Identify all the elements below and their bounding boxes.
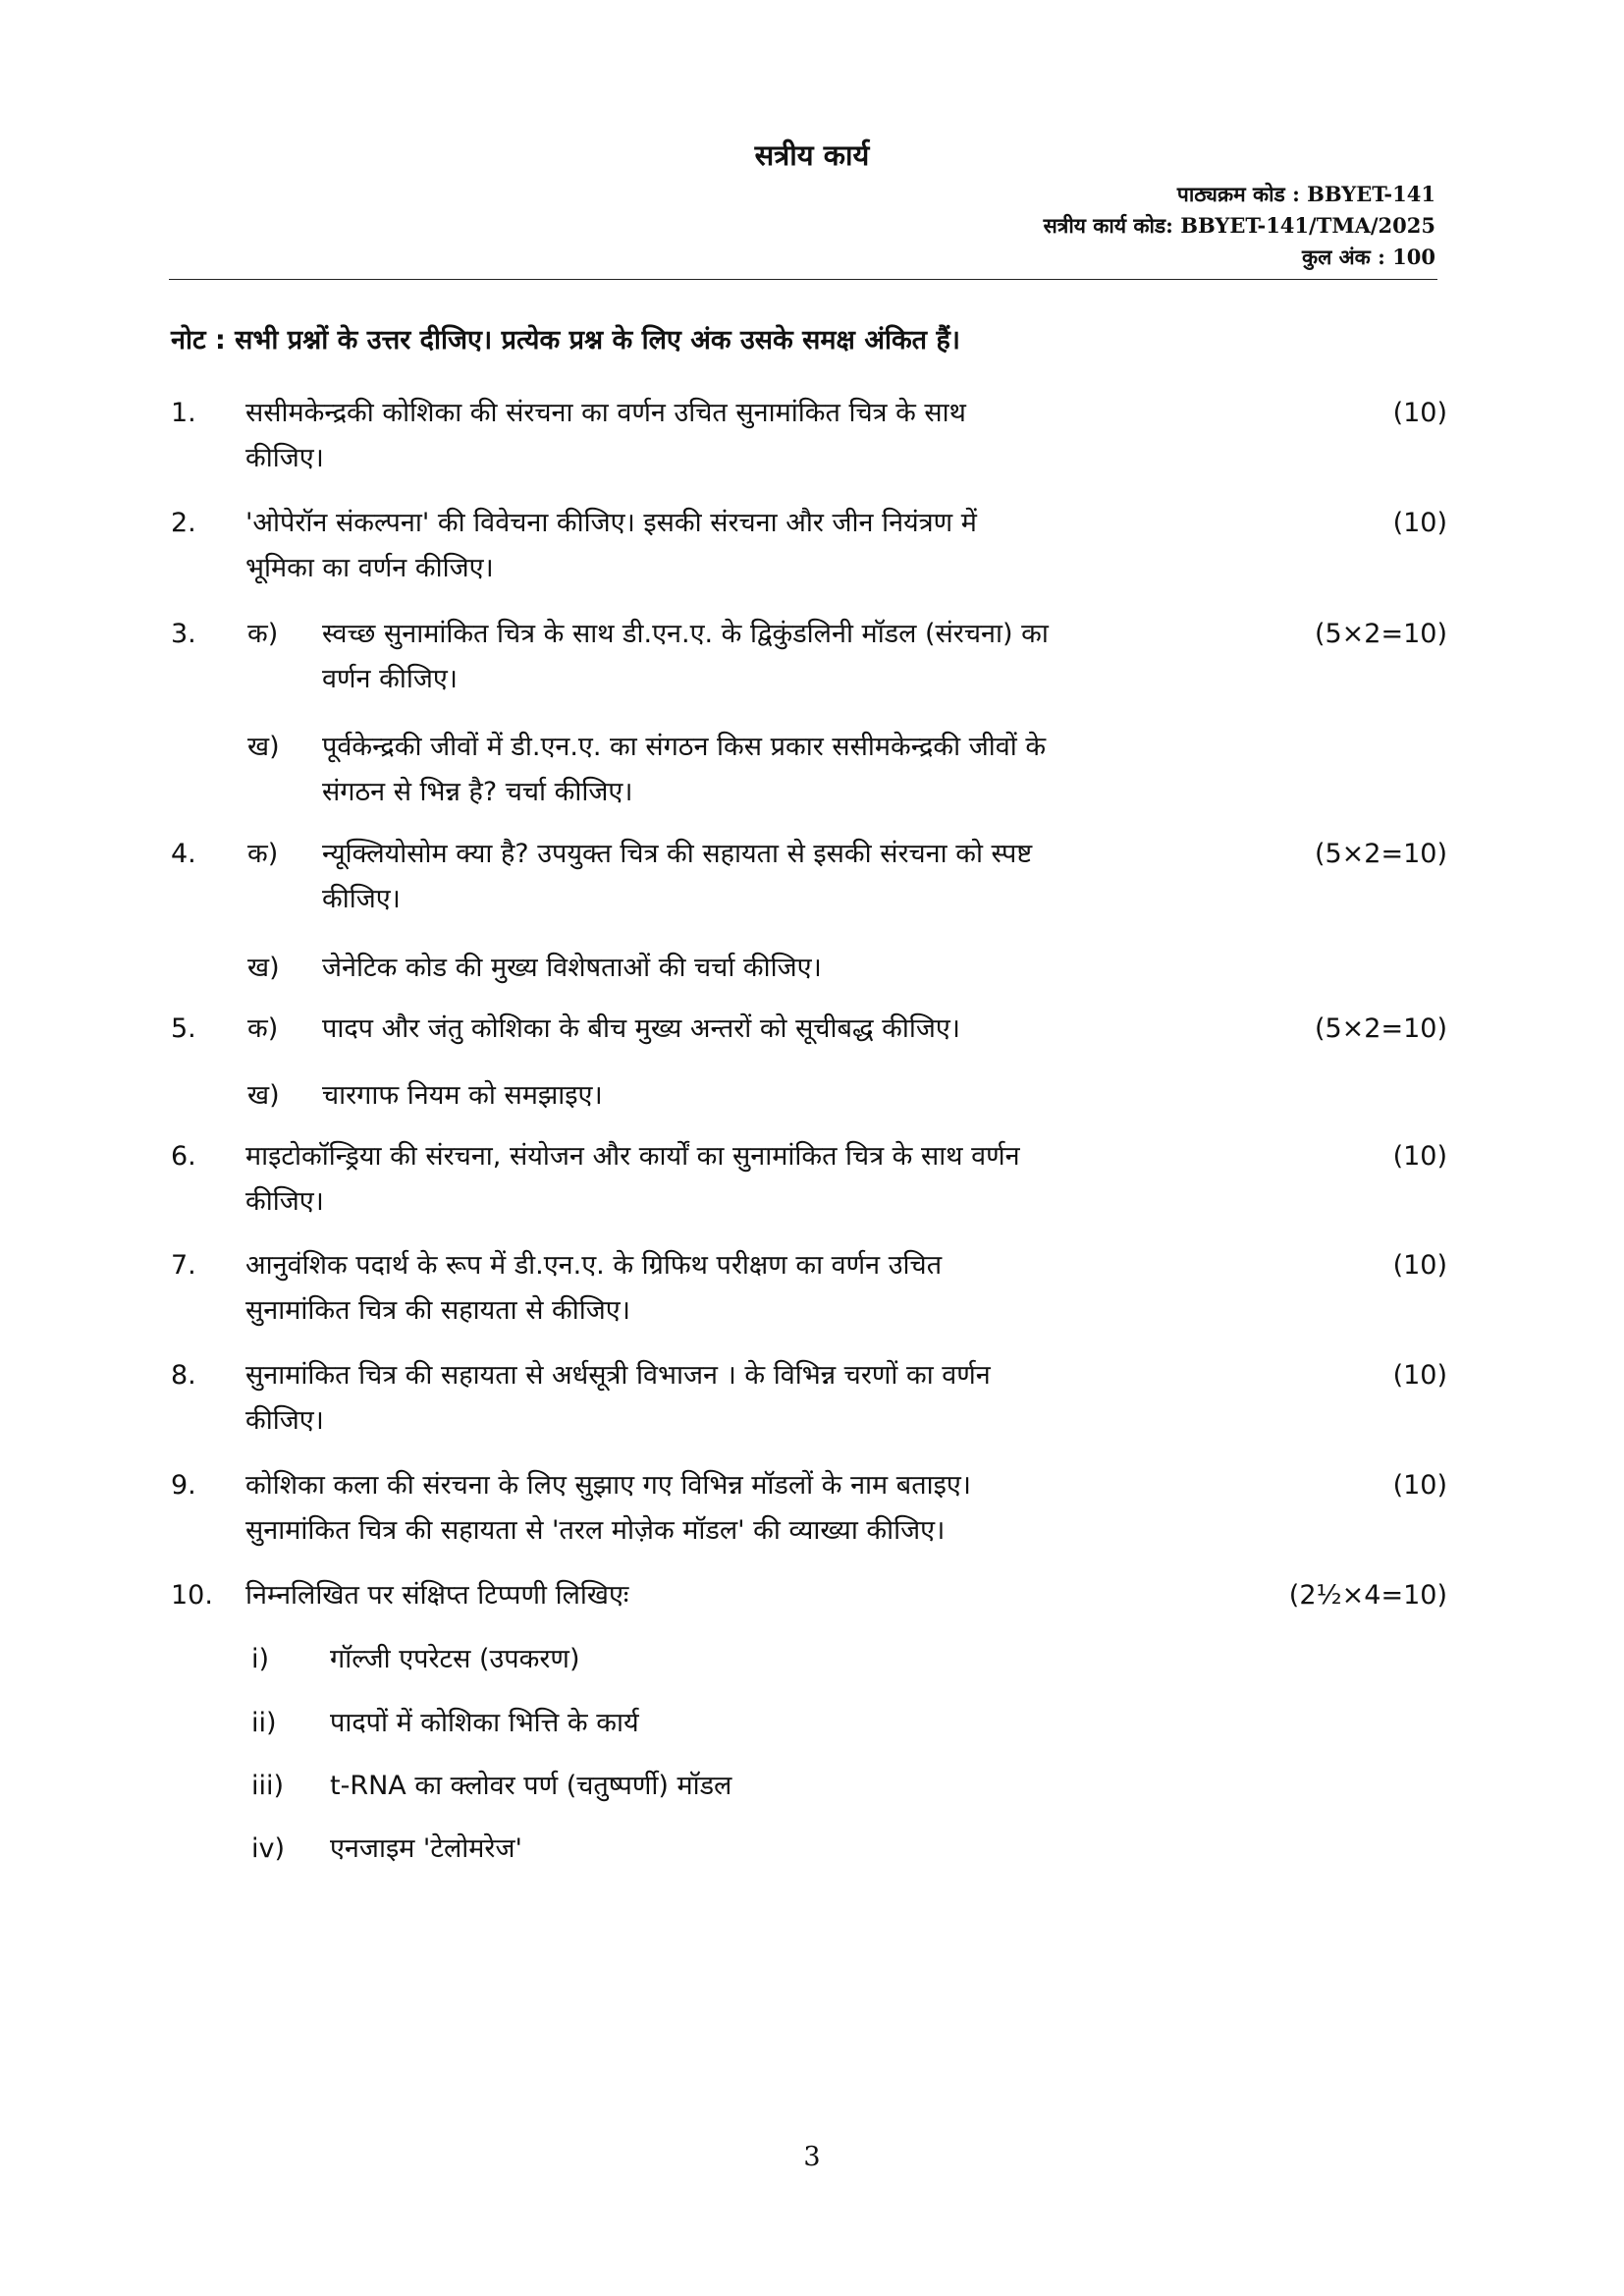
question-number: 10.	[171, 1580, 213, 1611]
question-marks: (10)	[1392, 1360, 1447, 1391]
question-number: 8.	[171, 1360, 196, 1391]
list-item-label: i)	[251, 1644, 270, 1674]
question-text-line: आनुवंशिक पदार्थ के रूप में डी.एन.ए. के ग्रिफिथ परीक्षण का वर्णन उचित	[245, 1250, 943, 1281]
subpart-label: क)	[247, 839, 279, 869]
list-item-text: पादपों में कोशिका भित्ति के कार्य	[330, 1708, 639, 1738]
list-item-text: गॉल्जी एपरेटस (उपकरण)	[330, 1644, 580, 1674]
question-6	[171, 1134, 1447, 1225]
course-code: पाठ्यक्रम कोड : BBYET-141	[1176, 182, 1435, 206]
question-number: 9.	[171, 1470, 196, 1501]
course-codes-block	[1044, 179, 1435, 273]
question-number: 1.	[171, 398, 196, 428]
question-number: 4.	[171, 839, 196, 869]
question-marks: (10)	[1392, 1250, 1447, 1281]
question-marks: (10)	[1392, 398, 1447, 428]
question-text-line: 'ओपेरॉन संकल्पना' की विवेचना कीजिए। इसकी संरचना और जीन नियंत्रण में	[245, 508, 977, 538]
list-item-label: iv)	[251, 1833, 286, 1864]
question-10	[171, 1573, 1447, 1868]
question-marks: (5×2=10)	[1314, 1013, 1447, 1044]
question-number: 3.	[171, 619, 196, 649]
subpart-text-line: कीजिए।	[322, 884, 401, 914]
list-item-label: ii)	[251, 1708, 277, 1738]
question-text-line: भूमिका का वर्णन कीजिए।	[245, 553, 494, 583]
subpart-label: ख)	[247, 1080, 280, 1111]
question-text-line: सुनामांकित चित्र की सहायता से कीजिए।	[245, 1295, 630, 1326]
question-marks: (5×2=10)	[1314, 839, 1447, 869]
question-text-line: सुनामांकित चित्र की सहायता से 'तरल मोज़ेक मॉडल' की व्याख्या कीजिए।	[245, 1515, 946, 1546]
question-3	[171, 612, 1447, 818]
question-text-line: सुनामांकित चित्र की सहायता से अर्धसूत्री विभाजन । के विभिन्न चरणों का वर्णन	[245, 1360, 991, 1391]
question-text-line: कीजिए।	[245, 443, 324, 473]
instructions-note: नोट : सभी प्रश्नों के उत्तर दीजिए। प्रत्येक प्रश्न के लिए अंक उसके समक्ष अंकित हैं।	[171, 325, 961, 355]
page-number: 3	[803, 2142, 821, 2172]
list-item-label: iii)	[251, 1771, 285, 1801]
page-title: सत्रीय कार्य	[754, 138, 870, 172]
question-marks: (10)	[1392, 1470, 1447, 1501]
subpart-text-line: न्यूक्लियोसोम क्या है? उपयुक्त चित्र की सहायता से इसकी संरचना को स्पष्ट	[322, 839, 1033, 869]
subpart-label: ख)	[247, 953, 280, 983]
question-number: 6.	[171, 1141, 196, 1172]
list-item-text: एनजाइम 'टेलोमरेज'	[330, 1833, 522, 1864]
question-marks: (10)	[1392, 1141, 1447, 1172]
question-9	[171, 1463, 1447, 1554]
question-2	[171, 501, 1447, 591]
question-text-line: ससीमकेन्द्रकी कोशिका की संरचना का वर्णन उचित सुनामांकित चित्र के साथ	[245, 398, 966, 428]
question-number: 7.	[171, 1250, 196, 1281]
header-divider	[169, 279, 1437, 280]
question-8	[171, 1353, 1447, 1444]
question-marks: (10)	[1392, 508, 1447, 538]
question-1	[171, 391, 1447, 481]
subpart-text-line: पादप और जंतु कोशिका के बीच मुख्य अन्तरों को सूचीबद्ध कीजिए।	[322, 1013, 961, 1044]
assignment-code: सत्रीय कार्य कोड: BBYET-141/TMA/2025	[1043, 213, 1435, 238]
question-number: 2.	[171, 508, 196, 538]
subpart-text-line: संगठन से भिन्न है? चर्चा कीजिए।	[322, 777, 633, 807]
subpart-text-line: चारगाफ नियम को समझाइए।	[322, 1080, 603, 1111]
question-text-line: माइटोकॉन्ड्रिया की संरचना, संयोजन और कार्यों का सुनामांकित चित्र के साथ वर्णन	[245, 1141, 1020, 1172]
question-text-line: कीजिए।	[245, 1186, 324, 1217]
question-text-line: कीजिए।	[245, 1405, 324, 1436]
total-marks: कुल अंक : 100	[1301, 245, 1435, 269]
question-5	[171, 1007, 1447, 1124]
subpart-label: क)	[247, 619, 279, 649]
subpart-text-line: जेनेटिक कोड की मुख्य विशेषताओं की चर्चा कीजिए।	[322, 953, 822, 983]
list-item-text: t-RNA का क्लोवर पर्ण (चतुष्पर्णी) मॉडल	[330, 1771, 732, 1801]
question-4	[171, 832, 1447, 994]
question-number: 5.	[171, 1013, 196, 1044]
question-marks: (2½×4=10)	[1288, 1580, 1447, 1611]
question-7	[171, 1243, 1447, 1334]
subpart-label: ख)	[247, 732, 280, 762]
subpart-text-line: पूर्वकेन्द्रकी जीवों में डी.एन.ए. का संगठन किस प्रकार ससीमकेन्द्रकी जीवों के	[322, 732, 1047, 762]
question-text-line: कोशिका कला की संरचना के लिए सुझाए गए विभिन्न मॉडलों के नाम बताइए।	[245, 1470, 972, 1501]
subpart-text-line: वर्णन कीजिए।	[322, 664, 459, 694]
question-marks: (5×2=10)	[1314, 619, 1447, 649]
subpart-label: क)	[247, 1013, 279, 1044]
question-text-line: निम्नलिखित पर संक्षिप्त टिप्पणी लिखिएः	[245, 1580, 629, 1611]
subpart-text-line: स्वच्छ सुनामांकित चित्र के साथ डी.एन.ए. के द्विकुंडलिनी मॉडल (संरचना) का	[322, 619, 1049, 649]
